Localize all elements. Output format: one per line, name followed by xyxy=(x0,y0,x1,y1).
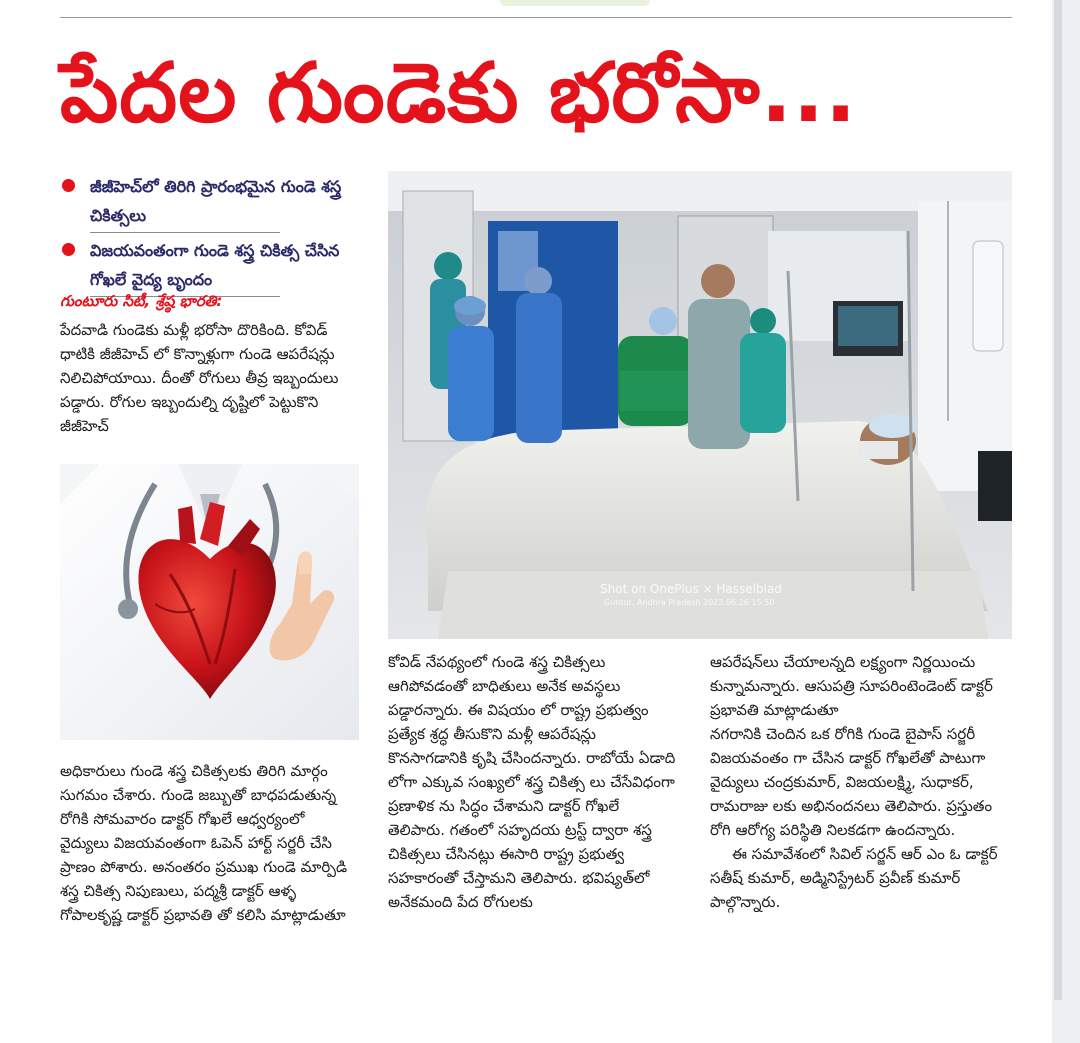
operating-room-photo xyxy=(388,171,1012,639)
column-3-paragraph-c: ఈ సమావేశంలో సివిల్ సర్జన్ ఆర్ ఎం ఓ డాక్టర్ సతీష్ కుమార్, అడ్మినిస్ట్రేటర్ ప్రవీణ్ కుమార్ పాల్గొన్నారు. xyxy=(710,845,998,911)
column-3 xyxy=(710,650,1010,914)
bullet-underline xyxy=(90,232,280,233)
dateline: గుంటూరు సిటీ, శ్రేష్ఠ భారతి: xyxy=(60,292,223,310)
page-edge-shadow xyxy=(1054,0,1062,1000)
highlight-bullet xyxy=(60,172,350,230)
article-headline: పేదల గుండెకు భరోసా... xyxy=(60,46,858,141)
column-1-paragraph: అధికారులు గుండె శస్త్ర చికిత్సలకు తిరిగి మార్గం సుగమం చేశారు. గుండె జబ్బుతో బాధపడుతున్న రోగికి సోమవారం డాక్టర్ గోఖలే ఆధ్వర్యంలో వైద్యులు విజయవంతంగా ఓపెన్ హార్ట్ సర్జరీ చేసి ప్రాణం పోశారు. అనంతరం ప్రముఖ గుండె మార్పిడి శస్త్ర చికిత్స నిపుణులు, పద్మశ్రీ డాక్టర్ ఆళ్ళ గోపాలకృష్ణ డాక్టర్ ప్రభావతి తో కలిసి మాట్లాడుతూ xyxy=(60,762,348,924)
column-2-paragraph: కోవిడ్ నేపథ్యంలో గుండె శస్త్ర చికిత్సలు ఆగిపోవడంతో బాధితులు అనేక అవస్థలు పడ్డారన్నారు. ఈ విషయం లో రాష్ట్ర ప్రభుత్వం ప్రత్యేక శ్రద్ధ తీసుకొని మళ్లీ ఆపరేషన్లు కొనసాగడానికి కృషి చేసిందన్నారు. రాబోయే ఏడాది లోగా ఎక్కువ సంఖ్యలో శస్త్ర చికిత్స లు చేసేవిధంగా ప్రణాళిక ను సిద్ధం చేశామని డాక్టర్ గోఖలే తెలిపారు. గతంలో సహృదయ ట్రస్ట్ ద్వారా శస్త్ర చికిత్సలు చేసినట్లు ఈసారి రాష్ట్ర ప్రభుత్వ సహకారంతో చేస్తామని తెలిపారు. భవిష్యత్‌లో అనేకమంది పేద రోగులకు xyxy=(388,653,676,911)
bullet-text: జీజీహెచ్‌లో తిరిగి ప్రారంభమైన గుండె శస్త్ర చికిత్సలు xyxy=(90,177,342,225)
bullet-dot-icon xyxy=(62,179,75,192)
top-decoration xyxy=(500,0,650,6)
intro-paragraph: పేదవాడి గుండెకు మళ్లీ భరోసా దొరికింది. కోవిడ్ ధాటికి జీజీహెచ్ లో కొన్నాళ్లుగా గుండె ఆపరేషన్లు నిలిచిపోయాయి. దీంతో రోగులు తీవ్ర ఇబ్బందులు పడ్డారు. రోగుల ఇబ్బందుల్ని దృష్టిలో పెట్టుకొని జీజీహెచ్ xyxy=(60,321,339,435)
camera-watermark-meta: Guntur, Andhra Pradesh 2023.06.26 15:50 xyxy=(604,598,775,607)
highlight-bullet xyxy=(60,236,350,294)
heart-illustration xyxy=(60,464,359,740)
bullet-dot-icon xyxy=(62,243,75,256)
highlight-bullets xyxy=(60,172,350,300)
column-3-paragraph-a: ఆపరేషన్‌లు చేయాలన్నది లక్ష్యంగా నిర్ణయించు కున్నామన్నారు. ఆసుపత్రి సూపరింటెండెంట్ డాక్టర్ ప్రభావతి మాట్లాడుతూ xyxy=(710,653,993,719)
column-3-paragraph-b: నగరానికి చెందిన ఒక రోగికి గుండె బైపాస్ సర్జరీ విజయవంతం గా చేసిన డాక్టర్ గోఖలేతో పాటుగా వైద్యులు చంద్రకుమార్, విజయలక్ష్మి, సుధాకర్, రామరాజు లకు అభినందనలు తెలిపారు. ప్రస్తుతం రోగి ఆరోగ్య పరిస్థితి నిలకడగా ఉందన్నారు. xyxy=(710,725,993,839)
camera-watermark: Shot on OnePlus × Hasselblad xyxy=(600,582,782,596)
bullet-text: విజయవంతంగా గుండె శస్త్ర చికిత్స చేసిన గోఖలే వైద్య బృందం xyxy=(90,241,340,289)
top-divider xyxy=(60,17,1012,18)
